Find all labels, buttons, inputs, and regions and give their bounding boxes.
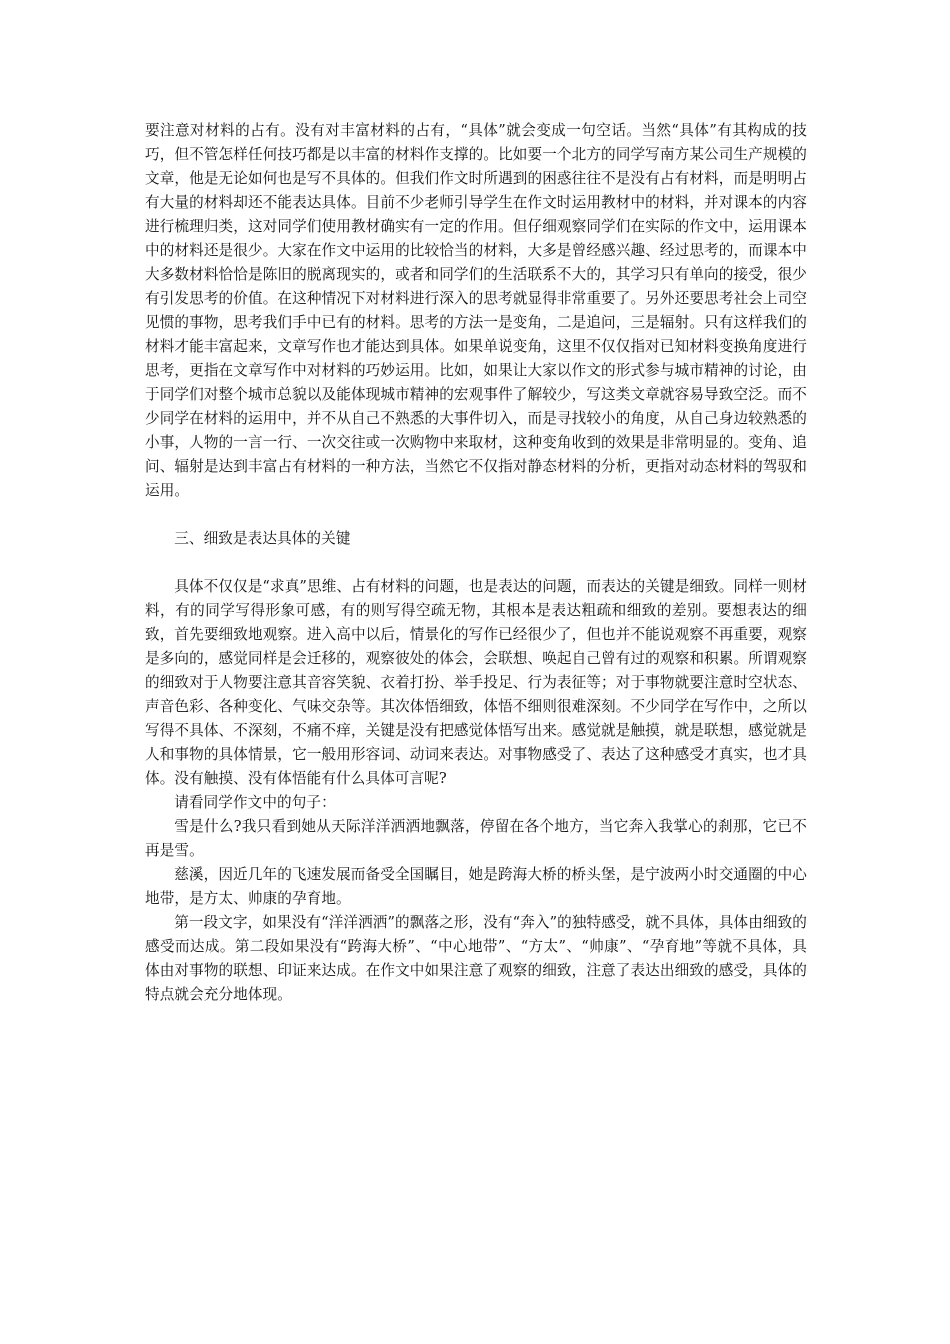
- paragraph-example-cixi: 慈溪，因近几年的飞速发展而备受全国瞩目，她是跨海大桥的桥头堡，是宁波两小时交通圈的中心地带，是方太、帅康的孕育地。: [145, 866, 807, 907]
- paragraph-material-possession: 要注意对材料的占有。没有对丰富材料的占有，“具体”就会变成一句空话。当然“具体”有其构成的技巧，但不管怎样任何技巧都是以丰富的材料作支撑的。比如要一个北方的同学写南方某公司生产规模的文章，他是无论如何也是写不具体的。但我们作文时所遇到的困惑往往不是没有占有材料，而是明明占有大量的材料却还不能表达具体。目前不少老师引导学生在作文时运用教材中的材料，并对课本的内容进行梳理归类，这对同学们使用教材确实有一定的作用。但仔细观察同学们在实际的作文中，运用课本中的材料还是很少。大家在作文中运用的比较恰当的材料，大多是曾经感兴趣、经过思考的，而课本中大多数材料恰恰是陈旧的脱离现实的，或者和同学们的生活联系不大的，其学习只有单向的接受，很少有引发思考的价值。在这种情况下对材料进行深入的思考就显得非常重要了。另外还要思考社会上司空见惯的事物，思考我们手中已有的材料。思考的方法一是变角，二是追问，三是辐射。只有这样我们的材料才能丰富起来，文章写作也才能达到具体。如果单说变角，这里不仅仅指对已知材料变换角度进行思考，更指在文章写作中对材料的巧妙运用。比如，如果让大家以作文的形式参与城市精神的讨论，由于同学们对整个城市总貌以及能体现城市精神的宏观事件了解较少，写这类文章就容易导致空泛。而不少同学在材料的运用中，并不从自己不熟悉的大事件切入，而是寻找较小的角度，从自己身边较熟悉的小事，人物的一言一行、一次交往或一次购物中来取材，这种变角收到的效果是非常明显的。变角、追问、辐射是达到丰富占有材料的一种方法，当然它不仅指对静态材料的分析，更指对动态材料的驾驭和运用。: [145, 122, 807, 499]
- document-body: [145, 119, 807, 1007]
- paragraph-detail-expression: 具体不仅仅是“求真”思维、占有材料的问题，也是表达的问题，而表达的关键是细致。同样一则材料，有的同学写得形象可感，有的则写得空疏无物，其根本是表达粗疏和细致的差别。要想表达的细致，首先要细致地观察。进入高中以后，情景化的写作已经很少了，但也并不能说观察不再重要，观察是多向的，感觉同样是会迁移的，观察彼处的体会，会联想、唤起自己曾有过的观察和积累。所谓观察的细致对于人物要注意其音容笑貌、衣着打扮、举手投足、行为表征等；对于事物就要注意时空状态、声音色彩、各种变化、气味交杂等。其次体悟细致，体悟不细则很难深刻。不少同学在写作中，之所以写得不具体、不深刻，不痛不痒，关键是没有把感觉体悟写出来。感觉就是触摸，就是联想，感觉就是人和事物的具体情景，它一般用形容词、动词来表达。对事物感受了、表达了这种感受才真实，也才具体。没有触摸、没有体悟能有什么具体可言呢?: [145, 578, 807, 787]
- paragraph-example-intro: 请看同学作文中的句子：: [174, 794, 336, 811]
- paragraph-example-snow: 雪是什么?我只看到她从天际洋洋洒洒地飘落，停留在各个地方，当它奔入我掌心的刹那，它已不再是雪。: [145, 818, 807, 859]
- paragraph-analysis: 第一段文字，如果没有“洋洋洒洒”的飘落之形，没有“奔入”的独特感受，就不具体，具体由细致的感受而达成。第二段如果没有“跨海大桥”、“中心地带”、“方太”、“帅康”、“孕育地”等就不具体，具体由对事物的联想、印证来达成。在作文中如果注意了观察的细致，注意了表达出细致的感受，具体的特点就会充分地体现。: [145, 914, 807, 1003]
- section-heading: 三、细致是表达具体的关键: [174, 530, 351, 547]
